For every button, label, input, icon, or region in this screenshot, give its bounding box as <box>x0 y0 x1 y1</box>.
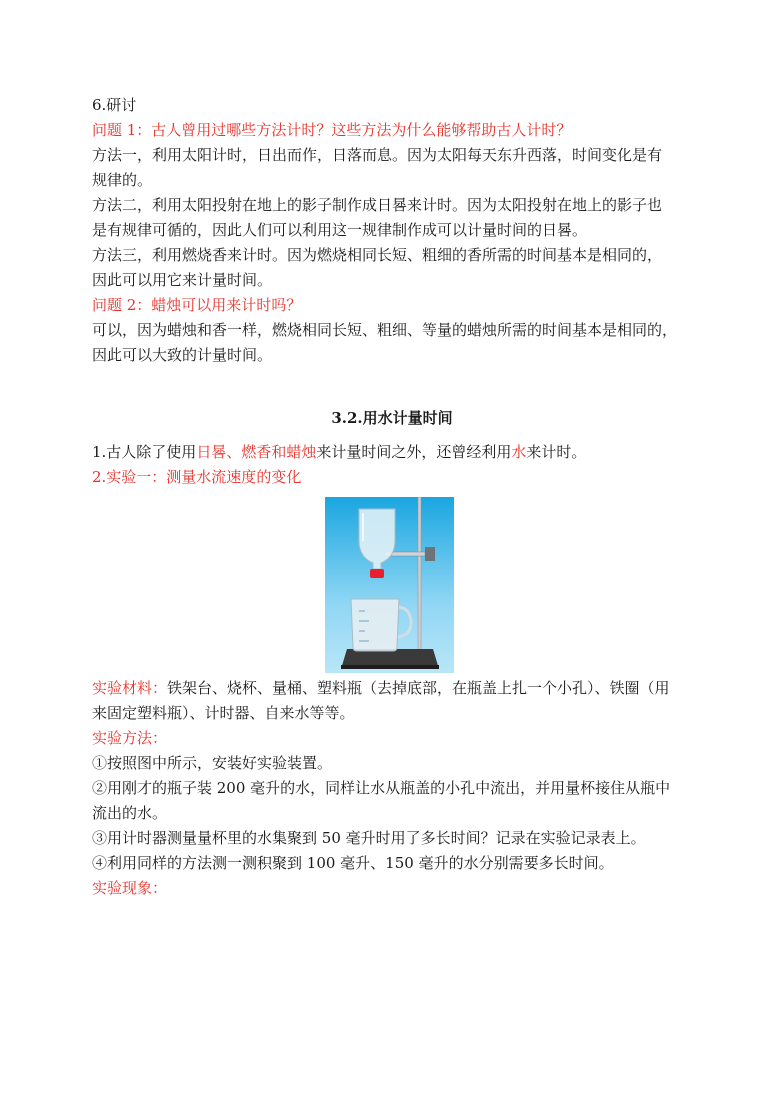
section-heading: 6.研讨 <box>92 96 137 114</box>
method-1-line-2: 规律的。 <box>92 171 153 189</box>
method-3-line-2: 因此可以用它来计量时间。 <box>92 271 273 289</box>
step-3: ③用计时器测量量杯里的水集聚到 50 毫升时用了多长时间？记录在实验记录表上。 <box>92 829 646 847</box>
method-1-line-1: 方法一，利用太阳计时，日出而作，日落而息。因为太阳每天东升西落，时间变化是有 <box>92 146 663 164</box>
method-2-line-2: 是有规律可循的，因此人们可以利用这一规律制作成可以计量时间的日晷。 <box>92 221 588 239</box>
paragraph-1-part-b: 来计量时间之外，还曾经利用 <box>316 443 512 461</box>
method-label: 实验方法： <box>92 729 168 747</box>
question-2: 问题 2：蜡烛可以用来计时吗？ <box>92 296 302 314</box>
lesson-title: 3.2.用水计量时间 <box>331 409 453 427</box>
phenomenon-label: 实验现象： <box>92 879 168 897</box>
paragraph-1 <box>92 443 692 462</box>
method-3-line-1: 方法三，利用燃烧香来计时。因为燃烧相同长短、粗细的香所需的时间基本是相同的， <box>92 246 663 264</box>
question-1: 问题 1：古人曾用过哪些方法计时？这些方法为什么能够帮助古人计时？ <box>92 121 572 139</box>
paragraph-1-highlight-1: 日晷、燃香和蜡烛 <box>196 443 317 461</box>
experiment-apparatus-photo <box>325 497 454 673</box>
paragraph-1-highlight-2: 水 <box>511 443 527 461</box>
materials-line-1 <box>92 679 692 698</box>
answer-2-line-1: 可以，因为蜡烛和香一样，燃烧相同长短、粗细、等量的蜡烛所需的时间基本是相同的， <box>92 321 678 339</box>
step-4: ④利用同样的方法测一测积聚到 100 毫升、150 毫升的水分别需要多长时间。 <box>92 854 614 872</box>
materials-line-2: 来固定塑料瓶）、计时器、自来水等等。 <box>92 704 355 722</box>
materials-label: 实验材料： <box>92 679 168 697</box>
method-2-line-1: 方法二，利用太阳投射在地上的影子制作成日晷来计时。因为太阳投射在地上的影子也 <box>92 196 663 214</box>
answer-2-line-2: 因此可以大致的计量时间。 <box>92 346 273 364</box>
step-1: ①按照图中所示，安装好实验装置。 <box>92 754 333 772</box>
document-page <box>92 96 692 898</box>
apparatus-illustration <box>325 497 454 673</box>
step-2-line-2: 流出的水。 <box>92 804 168 822</box>
experiment-heading: 2.实验一：测量水流速度的变化 <box>92 468 302 486</box>
step-2-line-1: ②用刚才的瓶子装 200 毫升的水，同样让水从瓶盖的小孔中流出，并用量杯接住从瓶中 <box>92 779 671 797</box>
paragraph-1-part-a: 1.古人除了使用 <box>92 443 197 461</box>
paragraph-1-part-c: 来计时。 <box>526 443 587 461</box>
materials-text: 铁架台、烧杯、量桶、塑料瓶（去掉底部，在瓶盖上扎一个小孔）、铁圈（用 <box>167 679 670 697</box>
